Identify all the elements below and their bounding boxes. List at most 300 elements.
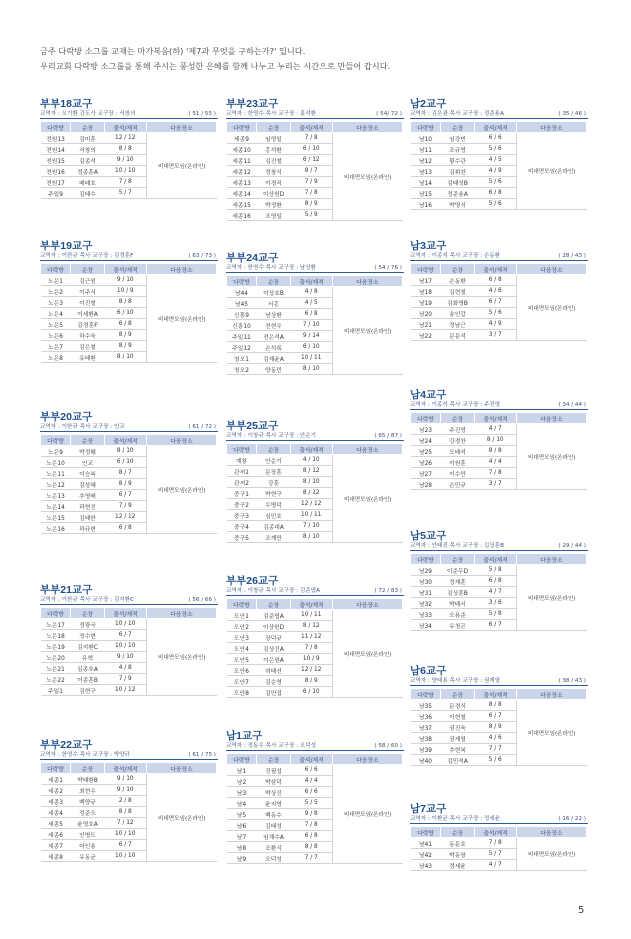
header-attendance: 출석/재적 xyxy=(291,276,333,287)
attendance-cell: 7 / 8 xyxy=(291,643,333,654)
table-row xyxy=(41,619,217,630)
header-place: 다음장소 xyxy=(517,413,587,424)
darakbang-cell: 남32 xyxy=(411,598,441,609)
darakbang-cell: 신흥9 xyxy=(227,309,257,320)
district-info xyxy=(410,542,588,551)
district-table xyxy=(410,412,587,490)
sunjang-cell: 조계만 xyxy=(257,532,291,543)
attendance-cell: 7 / 8 xyxy=(475,838,517,849)
darakbang-cell: 관저1 xyxy=(227,466,257,477)
sunjang-cell: 인병도 xyxy=(71,829,105,840)
darakbang-cell: 남36 xyxy=(411,711,441,722)
table-row xyxy=(411,275,587,286)
header-place: 다음장소 xyxy=(147,122,217,133)
district-leaders: 교역자 : 김은광 목사 교구장 : 정준용A xyxy=(410,111,504,117)
district-attendance-total: ( 58 / 60 ) xyxy=(374,743,402,749)
district-leaders: 교역자 : 이환균 목사 교구장 : 정세윤 xyxy=(410,816,501,822)
header-place: 다음장소 xyxy=(333,444,403,455)
sunjang-cell: 김태성B xyxy=(441,177,475,188)
sunjang-cell: 정준오 xyxy=(71,807,105,818)
darakbang-cell: 남42 xyxy=(411,849,441,860)
attendance-cell: 10 / 9 xyxy=(105,286,147,297)
district-attendance-total: ( 51 / 55 ) xyxy=(188,111,216,117)
attendance-cell: 3 / 6 xyxy=(475,598,517,609)
sunjang-cell: 안순기 xyxy=(257,455,291,466)
darakbang-cell: 세종16 xyxy=(227,210,257,221)
header-place: 다음장소 xyxy=(333,122,403,133)
darakbang-cell: 노은13 xyxy=(41,490,71,501)
darakbang-cell: 남25 xyxy=(411,446,441,457)
sunjang-cell: 임영일 xyxy=(257,133,291,144)
header-place: 다음장소 xyxy=(147,264,217,275)
district-attendance-total: ( 54/ 72 ) xyxy=(376,111,402,117)
darakbang-cell: 주일9 xyxy=(41,188,71,199)
attendance-cell: 5 / 6 xyxy=(475,199,517,210)
darakbang-cell: 세종9 xyxy=(227,133,257,144)
sunjang-cell: 강경찬 xyxy=(441,435,475,446)
intro-line-1: 금주 다락방 소그룹 교재는 마가복음(하) '제7과 무엇을 구하는가?' 입니다. xyxy=(40,46,306,56)
darakbang-cell: 노은15 xyxy=(41,512,71,523)
table-row xyxy=(411,565,587,576)
darakbang-cell: 노은17 xyxy=(41,619,71,630)
darakbang-cell: 노은2 xyxy=(41,286,71,297)
sunjang-cell: 박정훼 xyxy=(71,446,105,457)
attendance-cell: 6 / 7 xyxy=(475,711,517,722)
sunjang-cell: 심민호 xyxy=(257,510,291,521)
attendance-cell: 6 / 7 xyxy=(475,297,517,308)
header-darakbang: 다락방 xyxy=(227,444,257,455)
darakbang-cell: 노은7 xyxy=(41,341,71,352)
attendance-cell: 8 / 10 xyxy=(105,446,147,457)
sunjang-cell: 이은원A xyxy=(257,654,291,665)
sunjang-cell: 김태성 xyxy=(257,820,291,831)
sunjang-cell: 김종석 xyxy=(71,155,105,166)
district-leaders: 교역자 : 이한규 목사 교구장 : 인교 xyxy=(40,424,125,430)
attendance-cell: 7 / 8 xyxy=(475,468,517,479)
sunjang-cell: 손민규 xyxy=(441,479,475,490)
darakbang-cell: 세종11 xyxy=(227,155,257,166)
header-darakbang: 다락방 xyxy=(227,276,257,287)
sunjang-cell: 백양규 xyxy=(71,796,105,807)
header-sunjang: 순장 xyxy=(71,122,105,133)
attendance-cell: 8 / 9 xyxy=(105,479,147,490)
intro-text xyxy=(40,44,600,74)
sunjang-cell: 정수현 xyxy=(71,630,105,641)
header-place: 다음장소 xyxy=(517,827,587,838)
district-table xyxy=(226,275,403,375)
table-row xyxy=(227,610,403,621)
district-block xyxy=(40,98,218,199)
district-attendance-total: ( 61 / 75 ) xyxy=(188,752,216,758)
district-info xyxy=(410,677,588,686)
attendance-cell: 8 / 9 xyxy=(105,330,147,341)
attendance-cell: 9 / 10 xyxy=(105,275,147,286)
sunjang-cell: 손동환 xyxy=(441,275,475,286)
darakbang-cell: 노은5 xyxy=(41,319,71,330)
darakbang-cell: 노은4 xyxy=(41,308,71,319)
attendance-cell: 8 / 8 xyxy=(105,807,147,818)
attendance-cell: 8 / 10 xyxy=(291,477,333,488)
attendance-cell: 8 / 9 xyxy=(475,722,517,733)
header-sunjang: 순장 xyxy=(441,689,475,700)
attendance-cell: 6 / 8 xyxy=(475,188,517,199)
darakbang-cell: 도안3 xyxy=(227,632,257,643)
district-title: 남1교구 xyxy=(226,730,263,742)
district-block xyxy=(410,389,588,490)
darakbang-cell: 노은22 xyxy=(41,674,71,685)
sunjang-cell: 유청곤 xyxy=(441,620,475,631)
header-darakbang: 다락방 xyxy=(411,122,441,133)
district-table xyxy=(410,826,587,871)
header-sunjang: 순장 xyxy=(257,122,291,133)
darakbang-cell: 도안7 xyxy=(227,676,257,687)
attendance-cell: 5 / 6 xyxy=(475,308,517,319)
header-sunjang: 순장 xyxy=(441,122,475,133)
attendance-cell: 10 / 10 xyxy=(105,641,147,652)
sunjang-cell: 전현우 xyxy=(257,320,291,331)
place-cell: 비대면모임(온라인) xyxy=(147,275,217,363)
district-info xyxy=(410,815,588,824)
attendance-cell: 4 / 5 xyxy=(475,155,517,166)
sunjang-cell: 동문호 xyxy=(441,838,475,849)
attendance-cell: 8 / 10 xyxy=(475,435,517,446)
attendance-cell: 8 / 8 xyxy=(105,297,147,308)
header-place: 다음장소 xyxy=(147,435,217,446)
attendance-cell: 6 / 10 xyxy=(291,144,333,155)
darakbang-cell: 남26 xyxy=(411,457,441,468)
sunjang-cell: 송인갑 xyxy=(441,308,475,319)
attendance-cell: 5 / 6 xyxy=(475,177,517,188)
sunjang-cell: 서홍 xyxy=(257,298,291,309)
darakbang-cell: 남10 xyxy=(411,133,441,144)
darakbang-cell: 남28 xyxy=(411,479,441,490)
header-attendance: 출석/재적 xyxy=(291,444,333,455)
header-sunjang: 순장 xyxy=(441,554,475,565)
darakbang-cell: 주일1 xyxy=(41,685,71,696)
attendance-cell: 11 / 12 xyxy=(291,632,333,643)
darakbang-cell: 전원13 xyxy=(41,133,71,144)
sunjang-cell: 김현구 xyxy=(71,685,105,696)
darakbang-cell: 남9 xyxy=(227,853,257,864)
attendance-cell: 4 / 7 xyxy=(475,424,517,435)
darakbang-cell: 노은10 xyxy=(41,457,71,468)
sunjang-cell: 박정환 xyxy=(257,199,291,210)
darakbang-cell: 남27 xyxy=(411,468,441,479)
darakbang-cell: 남15 xyxy=(411,188,441,199)
header-darakbang: 다락방 xyxy=(227,122,257,133)
sunjang-cell: 백동수 xyxy=(257,809,291,820)
district-info xyxy=(40,596,218,605)
district-title: 부부25교구 xyxy=(226,420,279,432)
district-title: 부부21교구 xyxy=(40,584,93,596)
table-row xyxy=(227,455,403,466)
attendance-cell: 4 / 4 xyxy=(291,776,333,787)
darakbang-cell: 남7 xyxy=(227,831,257,842)
sunjang-cell: 정창식 xyxy=(257,166,291,177)
district-info xyxy=(40,110,218,119)
darakbang-cell: 남40 xyxy=(411,755,441,766)
district-info xyxy=(40,252,218,261)
header-darakbang: 다락방 xyxy=(41,763,71,774)
darakbang-cell: 중구4 xyxy=(227,521,257,532)
attendance-cell: 5 / 9 xyxy=(291,210,333,221)
district-table xyxy=(226,121,403,221)
header-darakbang: 다락방 xyxy=(411,554,441,565)
district-info xyxy=(40,423,218,432)
district-table xyxy=(410,553,587,631)
district-info xyxy=(226,110,404,119)
sunjang-cell: 조환식 xyxy=(257,842,291,853)
attendance-cell: 7 / 10 xyxy=(291,320,333,331)
header-sunjang: 순장 xyxy=(257,754,291,765)
darakbang-cell: 세종2 xyxy=(41,785,71,796)
sunjang-cell: 박명식 xyxy=(441,199,475,210)
sunjang-cell: 임채수A xyxy=(257,831,291,842)
sunjang-cell: 김순영 xyxy=(257,676,291,687)
attendance-cell: 2 / 8 xyxy=(105,796,147,807)
attendance-cell: 5 / 7 xyxy=(105,188,147,199)
place-cell: 비대면모임(온라인) xyxy=(517,133,587,210)
darakbang-cell: 남13 xyxy=(411,166,441,177)
district-block xyxy=(40,411,218,534)
sunjang-cell: 김상훈B xyxy=(441,587,475,598)
table-row xyxy=(411,133,587,144)
attendance-cell: 6 / 6 xyxy=(291,765,333,776)
sunjang-cell: 권재열 xyxy=(441,733,475,744)
district-table xyxy=(410,688,587,766)
sunjang-cell: 정남근 xyxy=(441,319,475,330)
header-row xyxy=(227,754,403,765)
district-attendance-total: ( 56 / 66 ) xyxy=(188,597,216,603)
attendance-cell: 4 / 9 xyxy=(475,319,517,330)
district-block xyxy=(410,240,588,341)
header-place: 다음장소 xyxy=(333,599,403,610)
district-attendance-total: ( 72 / 83 ) xyxy=(374,588,402,594)
sunjang-cell: 오태석 xyxy=(441,446,475,457)
district-info xyxy=(40,751,218,760)
attendance-cell: 10 / 9 xyxy=(291,654,333,665)
darakbang-cell: 남33 xyxy=(411,609,441,620)
sunjang-cell: 이수만 xyxy=(441,468,475,479)
sunjang-cell: 박현구 xyxy=(257,488,291,499)
darakbang-cell: 노은16 xyxy=(41,523,71,534)
sunjang-cell: 이원훈 xyxy=(441,457,475,468)
district-info xyxy=(410,252,588,261)
district-leaders: 교역자 : 이한규 목사 교구장 : 김경훈F xyxy=(40,253,134,259)
attendance-cell: 5 / 6 xyxy=(475,144,517,155)
attendance-cell: 8 / 8 xyxy=(475,446,517,457)
attendance-cell: 9 / 8 xyxy=(291,809,333,820)
district-title: 부부19교구 xyxy=(40,240,93,252)
district-attendance-total: ( 65 / 87 ) xyxy=(374,433,402,439)
darakbang-cell: 남17 xyxy=(411,275,441,286)
district-table xyxy=(410,263,587,341)
sunjang-cell: 정세윤 xyxy=(441,860,475,871)
district-title: 남6교구 xyxy=(410,665,447,677)
attendance-cell: 8 / 10 xyxy=(105,352,147,363)
district-info xyxy=(410,401,588,410)
sunjang-cell: 김태수 xyxy=(71,188,105,199)
place-cell: 비대면모임(온라인) xyxy=(147,446,217,534)
darakbang-cell: 남39 xyxy=(411,744,441,755)
header-sunjang: 순장 xyxy=(71,435,105,446)
sunjang-cell: 남상환 xyxy=(257,309,291,320)
header-darakbang: 다락방 xyxy=(41,608,71,619)
district-leaders: 교역자 : 정동우 목사 교구장 : 오덕성 xyxy=(226,743,317,749)
darakbang-cell: 노은3 xyxy=(41,297,71,308)
header-attendance: 출석/재적 xyxy=(105,763,147,774)
sunjang-cell: 인교 xyxy=(71,457,105,468)
header-sunjang: 순장 xyxy=(441,827,475,838)
table-row xyxy=(411,424,587,435)
place-cell: 비대면모임(온라인) xyxy=(333,133,403,221)
attendance-cell: 7 / 9 xyxy=(105,501,147,512)
district-attendance-total: ( 35 / 46 ) xyxy=(558,111,586,117)
district-leaders: 교역자 : 이종석 목사 교구장 : 손동환 xyxy=(410,253,501,259)
district-attendance-total: ( 54 / 76 ) xyxy=(374,265,402,271)
header-place: 다음장소 xyxy=(517,554,587,565)
district-table xyxy=(40,607,217,696)
attendance-cell: 7 / 7 xyxy=(475,744,517,755)
darakbang-cell: 남18 xyxy=(411,286,441,297)
darakbang-cell: 노은18 xyxy=(41,630,71,641)
table-row xyxy=(411,700,587,711)
sunjang-cell: 김상혜 xyxy=(71,479,105,490)
sunjang-cell: 이종훈B xyxy=(71,674,105,685)
darakbang-cell: 남34 xyxy=(411,620,441,631)
place-cell: 비대면모임(온라인) xyxy=(147,774,217,862)
sunjang-cell: 김근원 xyxy=(71,275,105,286)
attendance-cell: 5 / 8 xyxy=(475,565,517,576)
darakbang-cell: 노은9 xyxy=(41,446,71,457)
attendance-cell: 6 / 7 xyxy=(105,490,147,501)
header-darakbang: 다락방 xyxy=(227,599,257,610)
header-darakbang: 다락방 xyxy=(411,413,441,424)
district-title: 남5교구 xyxy=(410,530,447,542)
district-leaders: 교역자 : 한영수 목사 교구장 : 박양규 xyxy=(40,752,131,758)
district-table xyxy=(226,443,403,543)
header-attendance: 출석/재적 xyxy=(291,754,333,765)
attendance-cell: 6 / 10 xyxy=(291,687,333,698)
header-row xyxy=(41,264,217,275)
header-row xyxy=(41,763,217,774)
district-title: 남4교구 xyxy=(410,389,447,401)
sunjang-cell: 김은철 xyxy=(71,341,105,352)
attendance-cell: 12 / 12 xyxy=(105,512,147,523)
darakbang-cell: 남43 xyxy=(411,860,441,871)
header-row xyxy=(41,435,217,446)
attendance-cell: 4 / 9 xyxy=(475,166,517,177)
attendance-cell: 6 / 10 xyxy=(291,342,333,353)
sunjang-cell: 김종대A xyxy=(257,521,291,532)
attendance-cell: 4 / 6 xyxy=(475,286,517,297)
darakbang-cell: 세종4 xyxy=(41,807,71,818)
sunjang-cell: 우병덕 xyxy=(257,499,291,510)
sunjang-cell: 강훈 xyxy=(257,477,291,488)
attendance-cell: 6 / 7 xyxy=(105,630,147,641)
attendance-cell: 10 / 11 xyxy=(291,353,333,364)
district-table xyxy=(226,598,403,698)
attendance-cell: 12 / 12 xyxy=(291,499,333,510)
place-cell: 비대면모임(온라인) xyxy=(517,565,587,631)
header-attendance: 출석/재적 xyxy=(475,689,517,700)
darakbang-cell: 전원17 xyxy=(41,177,71,188)
sunjang-cell: 문경식 xyxy=(441,700,475,711)
darakbang-cell: 노은19 xyxy=(41,641,71,652)
district-attendance-total: ( 29 / 44 ) xyxy=(558,543,586,549)
darakbang-cell: 노은11 xyxy=(41,468,71,479)
sunjang-cell: 이상원D xyxy=(257,188,291,199)
table-row xyxy=(41,133,217,144)
table-row xyxy=(411,838,587,849)
attendance-cell: 6 / 8 xyxy=(105,319,147,330)
darakbang-cell: 남5 xyxy=(227,809,257,820)
sunjang-cell: 이세환A xyxy=(71,308,105,319)
attendance-cell: 6 / 8 xyxy=(291,309,333,320)
header-attendance: 출석/재적 xyxy=(475,827,517,838)
table-row xyxy=(41,774,217,785)
attendance-cell: 10 / 11 xyxy=(291,510,333,521)
sunjang-cell: 이현철 xyxy=(441,711,475,722)
table-row xyxy=(41,275,217,286)
sunjang-cell: 김지환C xyxy=(71,641,105,652)
darakbang-cell: 남2 xyxy=(227,776,257,787)
attendance-cell: 8 / 9 xyxy=(291,199,333,210)
attendance-cell: 5 / 6 xyxy=(475,755,517,766)
darakbang-cell: 중구5 xyxy=(227,532,257,543)
attendance-cell: 6 / 6 xyxy=(291,787,333,798)
attendance-cell: 4 / 5 xyxy=(291,298,333,309)
header-sunjang: 순장 xyxy=(257,444,291,455)
attendance-cell: 5 / 5 xyxy=(291,798,333,809)
header-place: 다음장소 xyxy=(333,276,403,287)
district-info xyxy=(226,264,404,273)
attendance-cell: 6 / 8 xyxy=(105,523,147,534)
header-row xyxy=(411,554,587,565)
sunjang-cell: 박동창 xyxy=(441,849,475,860)
district-leaders: 교역자 : 이창규 목사 교구장 : 김준엽A xyxy=(226,588,320,594)
header-attendance: 출석/재적 xyxy=(475,122,517,133)
header-darakbang: 다락방 xyxy=(411,264,441,275)
header-darakbang: 다락방 xyxy=(41,264,71,275)
sunjang-cell: 박삼덕 xyxy=(257,776,291,787)
header-darakbang: 다락방 xyxy=(411,827,441,838)
attendance-cell: 7 / 9 xyxy=(291,177,333,188)
district-title: 부부18교구 xyxy=(40,98,93,110)
darakbang-cell: 남30 xyxy=(411,576,441,587)
sunjang-cell: 오덕성 xyxy=(257,853,291,864)
header-darakbang: 다락방 xyxy=(227,754,257,765)
darakbang-cell: 도안2 xyxy=(227,621,257,632)
darakbang-cell: 남11 xyxy=(411,144,441,155)
header-attendance: 출석/재적 xyxy=(105,435,147,446)
district-info xyxy=(410,110,588,119)
header-place: 다음장소 xyxy=(517,122,587,133)
header-darakbang: 다락방 xyxy=(41,435,71,446)
sunjang-cell: 김종호A xyxy=(71,663,105,674)
district-block xyxy=(40,584,218,696)
place-cell: 비대면모임(온라인) xyxy=(333,287,403,375)
sunjang-cell: 하수욱 xyxy=(71,330,105,341)
sunjang-cell: 이경직 xyxy=(257,177,291,188)
district-block xyxy=(410,665,588,766)
district-leaders: 교역자 : 이종석 목사 교구장 : 주진영 xyxy=(410,402,501,408)
sunjang-cell: 정종훈A xyxy=(71,166,105,177)
darakbang-cell: 세종6 xyxy=(41,829,71,840)
attendance-cell: 6 / 7 xyxy=(475,620,517,631)
attendance-cell: 8 / 8 xyxy=(475,700,517,711)
darakbang-cell: 남37 xyxy=(411,722,441,733)
